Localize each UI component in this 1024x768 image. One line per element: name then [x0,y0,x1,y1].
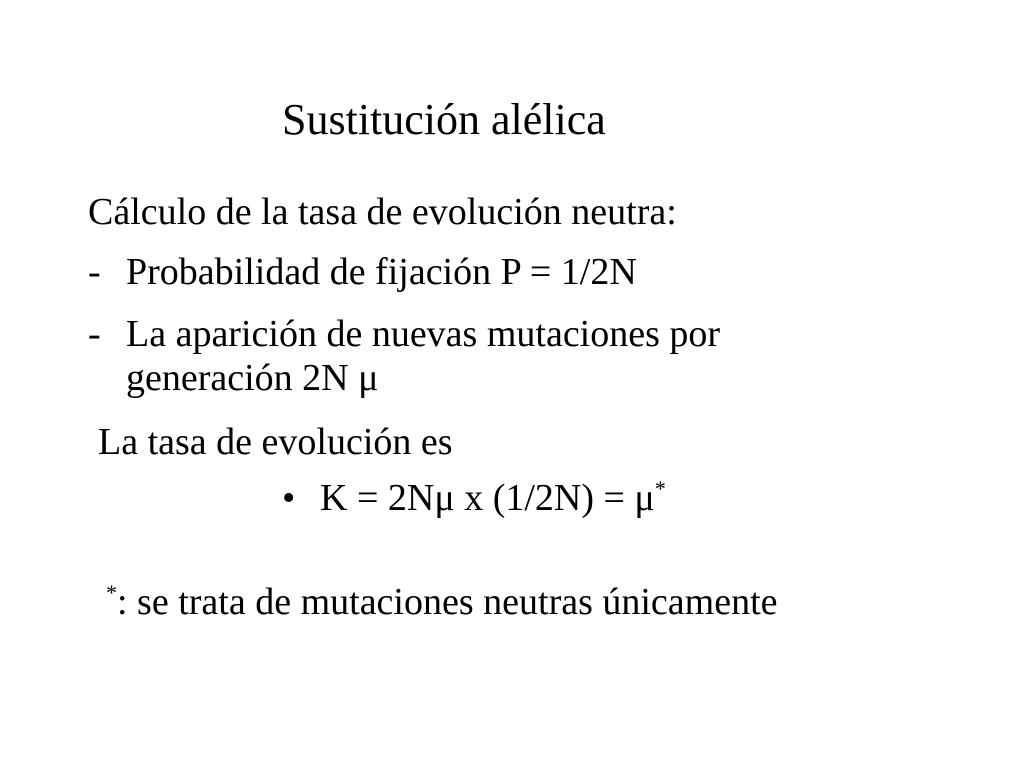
bullet-icon: • [282,477,296,519]
dash-marker: - [88,251,101,293]
formula-superscript: * [654,476,666,501]
list-item-text-line-1: La aparición de nuevas mutaciones por [126,313,721,355]
list-item-text-line-2: generación 2N μ [126,357,379,399]
formula-line [282,476,666,520]
footnote [106,580,778,624]
intro-text: Cálculo de la tasa de evolución neutra: [88,191,677,233]
formula-text: K = 2Nμ x (1/2N) = μ [320,477,655,519]
list-item-text: Probabilidad de fijación P = 1/2N [126,251,637,293]
footnote-text: : se trata de mutaciones neutras únicamente [117,581,778,623]
rate-intro-text: La tasa de evolución es [98,421,453,463]
list-item-text-block [126,312,720,400]
dash-marker: - [88,313,101,355]
footnote-marker: * [106,580,117,605]
slide-title: Sustitución alélica [282,95,606,144]
